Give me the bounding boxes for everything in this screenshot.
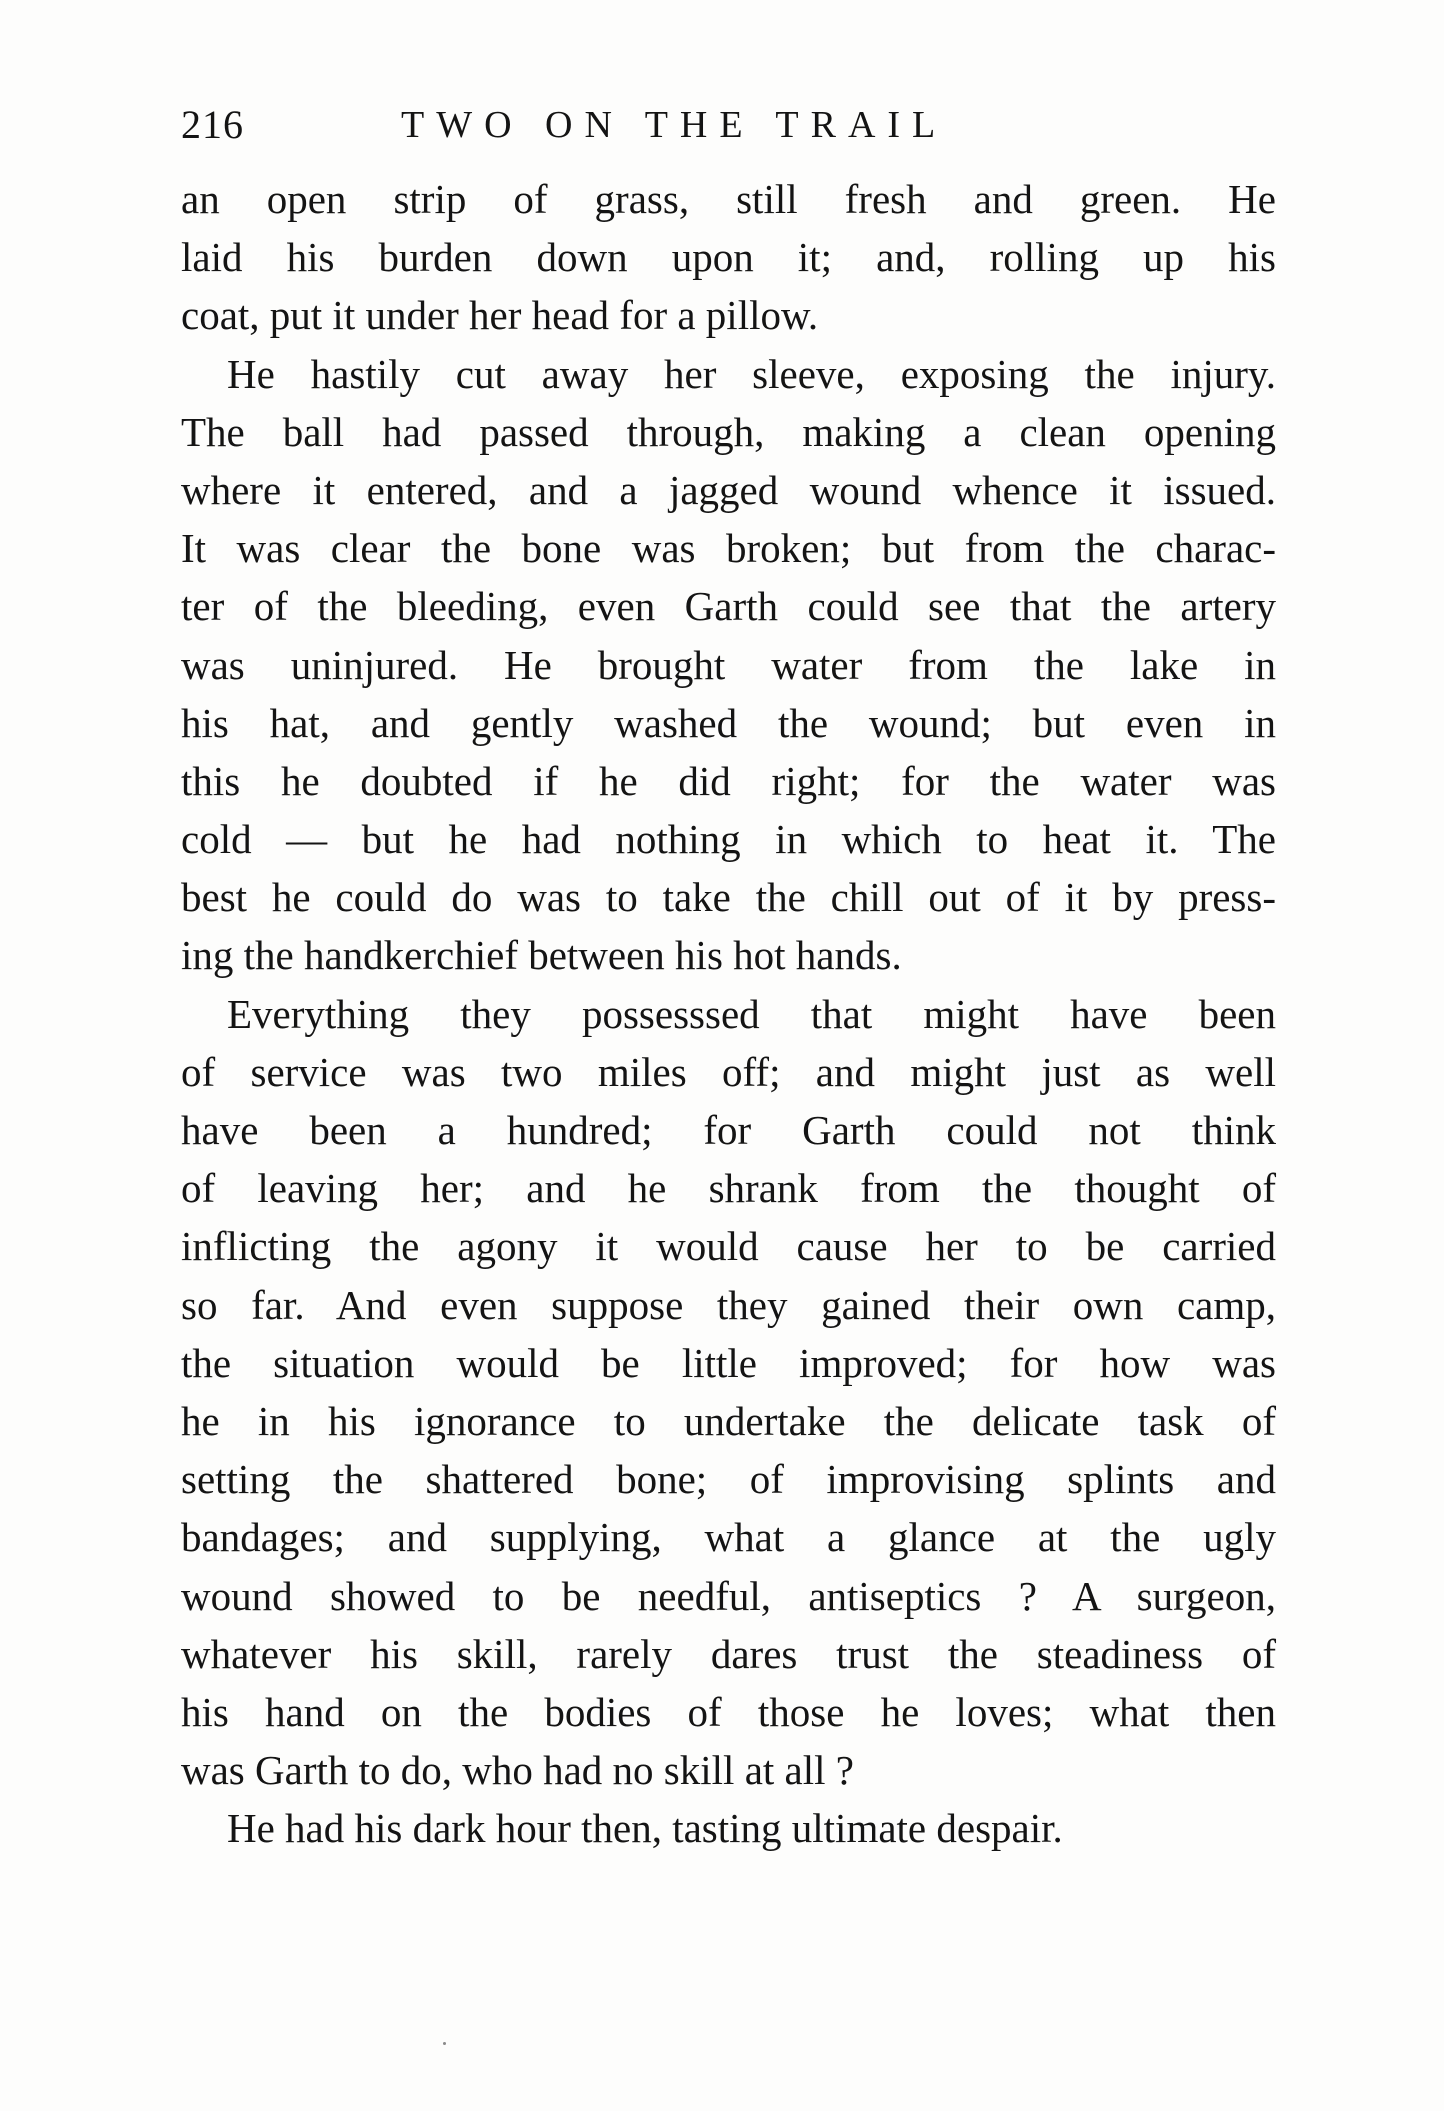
page-number: 216 [181,102,244,147]
page-header [181,95,1276,155]
text-line: was uninjured. He brought water from the lake in [181,641,1276,688]
text-line: an open strip of grass, still fresh and green. He [181,176,1276,222]
text-line: his hat, and gently washed the wound; but even in [181,699,1276,746]
text-line: It was clear the bone was broken; but from the charac- [181,525,1276,572]
text-line: cold — but he had nothing in which to heat it. The [181,816,1276,863]
text-line: laid his burden down upon it; and, rolling up his [181,234,1276,281]
running-title: TWO ON THE TRAIL [401,104,948,146]
text-line: so far. And even suppose they gained their own camp, [181,1281,1276,1328]
text-line: where it entered, and a jagged wound whence it issued. [181,466,1276,513]
text-line: He hastily cut away her sleeve, exposing the injury. [227,350,1276,397]
text-line: The ball had passed through, making a clean opening [181,408,1276,455]
text-line: He had his dark hour then, tasting ultimate despair. [227,1805,1063,1852]
text-line: of leaving her; and he shrank from the thought of [181,1165,1276,1212]
text-line: was Garth to do, who had no skill at all ? [181,1747,854,1794]
text-line: he in his ignorance to undertake the delicate task of [181,1397,1276,1444]
text-line: have been a hundred; for Garth could not think [181,1107,1276,1153]
text-line: ter of the bleeding, even Garth could see that the artery [181,583,1276,630]
text-line: setting the shattered bone; of improvising splints and [181,1456,1276,1503]
body-text [181,170,1276,1857]
text-line: of service was two miles off; and might just as well [181,1048,1276,1095]
text-line: Everything they possesssed that might have been [227,990,1276,1037]
text-line: his hand on the bodies of those he loves; what then [181,1688,1276,1735]
text-line: bandages; and supplying, what a glance at the ugly [181,1514,1276,1561]
text-line: this he doubted if he did right; for the water was [181,757,1276,804]
text-line: inflicting the agony it would cause her to be carried [181,1223,1276,1270]
paper-speck [443,2042,446,2045]
text-line: wound showed to be needful, antiseptics ? A surgeon, [181,1572,1276,1619]
text-line: whatever his skill, rarely dares trust the steadiness of [181,1630,1276,1677]
text-line: best he could do was to take the chill out of it by press- [181,874,1276,921]
text-line: coat, put it under her head for a pillow. [181,292,819,339]
text-line: the situation would be little improved; for how was [181,1339,1276,1386]
text-line: ing the handkerchief between his hot hands. [181,932,902,979]
